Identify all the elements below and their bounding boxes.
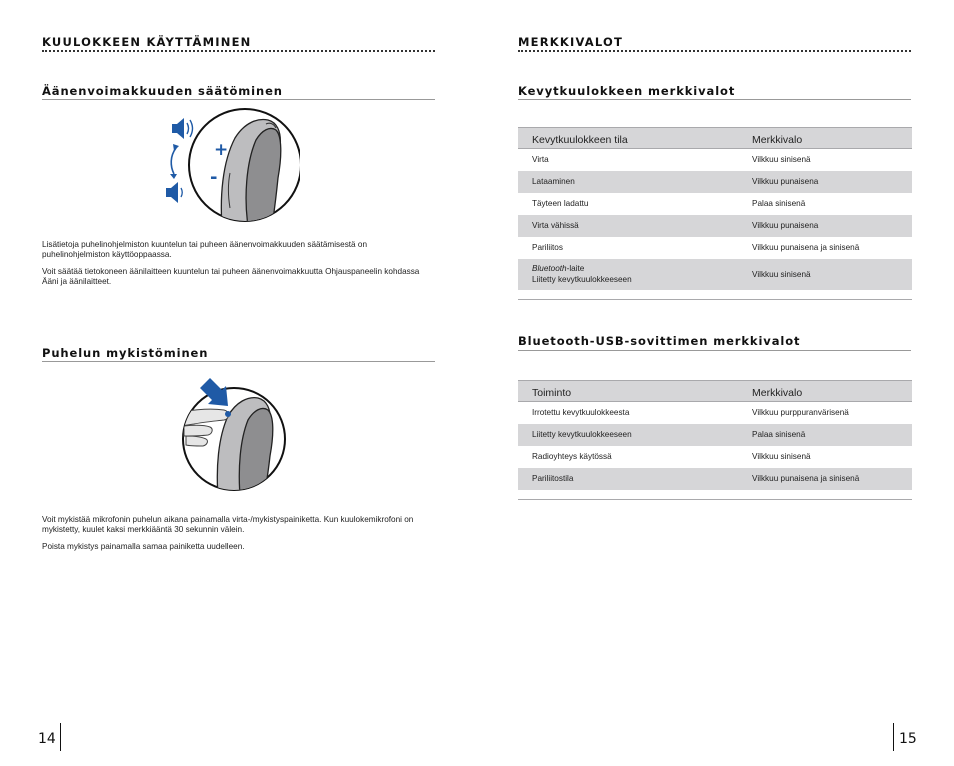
row-state: Pariliitos — [532, 243, 563, 252]
mute-paragraph-1: Voit mykistää mikrofonin puhelun aikana painamalla virta-/mykistyspainiketta. Kun kuulokemikrofoni on mykistetty, kuulet kaksi merkkiääntä 30 sekunnin välein. — [42, 515, 414, 534]
usb-title-rule — [518, 350, 911, 351]
volume-paragraph-1: Lisätietoja puhelinohjelmiston kuuntelun tai puheen äänenvoimakkuuden säätämisestä on puhelinohjelmiston käyttöoppaassa. — [42, 240, 367, 259]
table-row — [518, 193, 912, 215]
left-page-number: 14 — [38, 731, 56, 747]
table-header-row — [518, 381, 912, 402]
right-section-title: MERKKIVALOT — [518, 35, 624, 49]
mute-title: Puhelun mykistöminen — [42, 346, 209, 360]
speaker-quiet-icon — [166, 182, 182, 203]
row-light: Vilkkuu sinisenä — [752, 259, 912, 290]
table-row — [518, 259, 912, 290]
header-action: Toiminto — [518, 381, 752, 402]
row-state: Täyteen ladattu — [532, 199, 589, 208]
right-page-bar — [893, 723, 894, 751]
table-row — [518, 402, 912, 424]
table-row — [518, 237, 912, 259]
table-end-row — [518, 290, 912, 300]
row-light: Vilkkuu punaisena — [752, 171, 912, 193]
headset-indicator-table — [518, 127, 912, 300]
usb-indicator-table — [518, 380, 912, 500]
table-row — [518, 149, 912, 171]
headset-table-title: Kevytkuulokkeen merkkivalot — [518, 84, 736, 98]
speaker-loud-icon — [172, 118, 193, 139]
table-row — [518, 215, 912, 237]
row-state: Irrotettu kevytkuulokkeesta — [532, 408, 630, 418]
adjust-arrow-icon — [170, 144, 179, 179]
row-light: Vilkkuu sinisenä — [752, 155, 811, 165]
table-end-row — [518, 490, 912, 500]
row-state — [518, 259, 752, 290]
row-state: Virta — [532, 155, 549, 165]
row-light: Vilkkuu purppuranvärisenä — [752, 408, 849, 418]
volume-title-rule — [42, 99, 435, 100]
right-page-number: 15 — [899, 731, 917, 747]
row-light: Vilkkuu punaisena — [752, 215, 912, 237]
row-light: Vilkkuu punaisena ja sinisenä — [752, 468, 912, 490]
left-section-title: KUULOKKEEN KÄYTTÄMINEN — [42, 35, 252, 49]
row-light: Vilkkuu punaisena ja sinisenä — [752, 243, 860, 252]
row-light: Palaa sinisenä — [752, 424, 912, 446]
volume-minus-sign: - — [210, 167, 218, 188]
row-state-suffix: -laite — [566, 264, 585, 273]
mute-illustration — [182, 372, 302, 496]
volume-illustration — [160, 108, 300, 226]
header-light: Merkkivalo — [752, 128, 912, 149]
table-row — [518, 424, 912, 446]
right-section-dotted-rule — [518, 50, 911, 52]
usb-table-title: Bluetooth-USB-sovittimen merkkivalot — [518, 334, 801, 348]
header-state: Kevytkuulokkeen tila — [518, 128, 752, 149]
row-light: Vilkkuu sinisenä — [752, 452, 811, 461]
row-state: Radioyhteys käytössä — [532, 452, 612, 461]
table-row — [518, 468, 912, 490]
row-state: Virta vähissä — [518, 215, 752, 237]
row-state-italic: Bluetooth — [532, 264, 567, 273]
mute-title-rule — [42, 361, 435, 362]
table-row — [518, 171, 912, 193]
header-light: Merkkivalo — [752, 381, 912, 402]
row-state: Pariliitostila — [518, 468, 752, 490]
mute-paragraph-2: Poista mykistys painamalla samaa painiketta uudelleen. — [42, 542, 245, 551]
row-state: Lataaminen — [518, 171, 752, 193]
volume-plus-sign: + — [214, 140, 229, 160]
row-state-line2: Liitetty kevytkuulokkeeseen — [532, 275, 632, 284]
table-header-row — [518, 128, 912, 149]
row-light: Palaa sinisenä — [752, 199, 806, 208]
headset-title-rule — [518, 99, 911, 100]
volume-paragraph-2: Voit säätää tietokoneen äänilaitteen kuuntelun tai puheen äänenvoimakkuutta Ohjauspaneelin kohdassa Ääni ja äänilaitteet. — [42, 267, 420, 286]
volume-title: Äänenvoimakkuuden säätöminen — [42, 84, 283, 98]
table-row — [518, 446, 912, 468]
left-section-dotted-rule — [42, 50, 435, 52]
left-page-bar — [60, 723, 61, 751]
row-state: Liitetty kevytkuulokkeeseen — [518, 424, 752, 446]
